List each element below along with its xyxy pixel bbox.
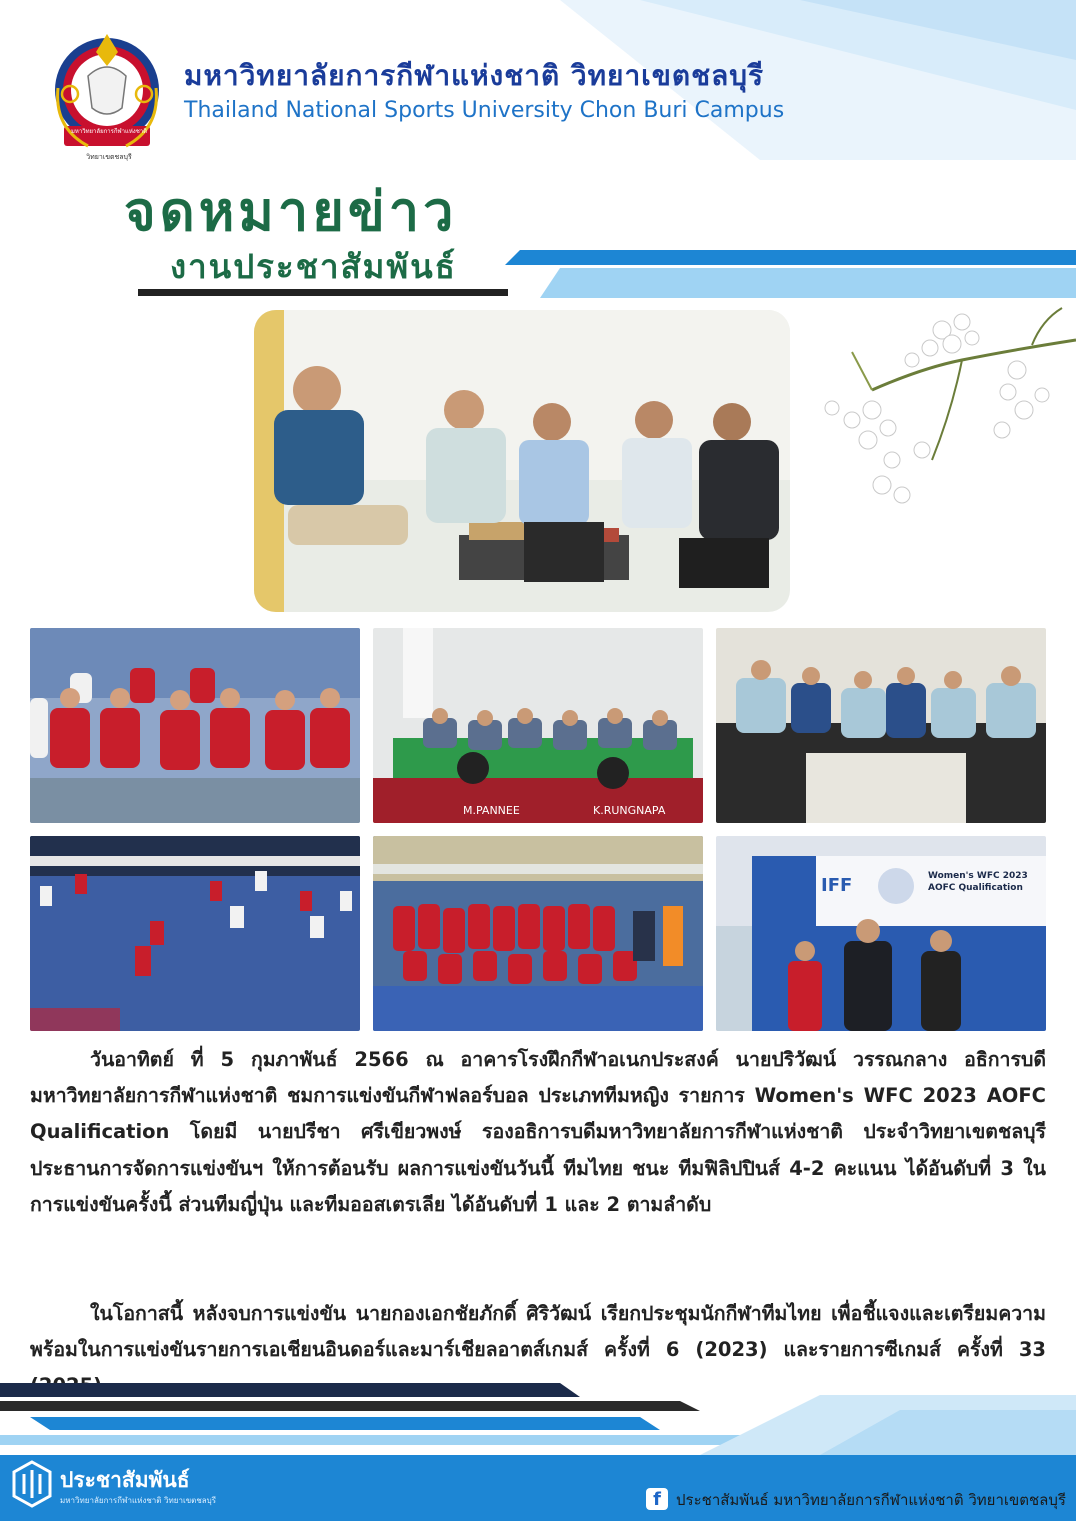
university-name-thai: มหาวิทยาลัยการกีฬาแห่งชาติ วิทยาเขตชลบุรี [184, 59, 765, 92]
university-name-english: Thailand National Sports University Chon Buri Campus [184, 98, 785, 123]
banner-title: Women's WFC 2023 [928, 871, 1028, 881]
newsletter-subtitle: งานประชาสัมพันธ์ [170, 247, 457, 286]
iff-logo-text: IFF [821, 875, 853, 896]
photo-team-seated [30, 628, 360, 823]
facebook-page-link[interactable]: ประชาสัมพันธ์ มหาวิทยาลัยการกีฬาแห่งชาติ วิทยาเขตชลบุรี [676, 1491, 1066, 1509]
university-logo [48, 28, 166, 162]
logo-campus-label: วิทยาเขตชลบุรี [86, 153, 132, 161]
bottom-stripes-decoration [0, 1375, 1076, 1460]
main-photo-executives [254, 310, 790, 612]
jersey-name-2: K.RUNGNAPA [593, 804, 666, 817]
newsletter-title: จดหมายข่าว [124, 180, 458, 243]
footer-brand-sub: มหาวิทยาลัยการกีฬาแห่งชาติ วิทยาเขตชลบุรี [60, 1496, 217, 1505]
footer-brand: ประชาสัมพันธ์ [60, 1468, 190, 1492]
jersey-name-1: M.PANNEE [463, 804, 520, 817]
article-paragraph-1: วันอาทิตย์ ที่ 5 กุมภาพันธ์ 2566 ณ อาคารโรงฝึกกีฬาอเนกประสงค์ นายปริวัฒน์ วรรณกลาง อธิการบดีมหาวิทยาลัยการกีฬาแห่งชาติ ชมการแข่งขันกีฬาฟลอร์บอล ประเภททีมหญิง รายการ Women's WFC 2023 AOFC Qualification โดยมี นายปรีชา ศรีเขียวพงษ์ รองอธิการบดีมหาวิทยาลัยการกีฬาแห่งชาติ ประจำวิทยาเขตชลบุรี ประธานการจัดการแข่งขันฯ ให้การต้อนรับ ผลการแข่งขันวันนี้ ทีมไทย ชนะ ทีมฟิลิปปินส์ 4-2 คะแนน ได้อันดับที่ 3 ในการแข่งขันครั้งนี้ ส่วนทีมญี่ปุ่น และทีมออสเตรเลีย ได้อันดับที่ 1 และ 2 ตามลำดับ [30, 1048, 1046, 1216]
photo-award-backdrop [716, 836, 1046, 1031]
facebook-icon[interactable]: f [646, 1488, 668, 1510]
title-underline [138, 289, 508, 296]
photo-team-group [373, 836, 703, 1031]
banner-subtitle: AOFC Qualification [928, 883, 1023, 893]
logo-label: มหาวิทยาลัยการกีฬาแห่งชาติ [70, 128, 148, 135]
photo-meeting-green-table [373, 628, 703, 823]
article-paragraph-2: ในโอกาสนี้ หลังจบการแข่งขัน นายกองเอกชัยภักดิ์ ศิริวัฒน์ เรียกประชุมนักกีฬาทีมไทย เพื่อชี้แจงและเตรียมความพร้อมในการแข่งขันรายการเอเชียนอินดอร์และมาร์เชียลอาตส์เกมส์ ครั้งที่ 6 (2023) และรายการซีเกมส์ ครั้งที่ 33 [30, 1302, 1046, 1362]
photo-match-action [30, 836, 360, 1031]
pr-logo-icon [10, 1458, 54, 1510]
photo-vip-lounge [716, 628, 1046, 823]
flower-branch-decoration [812, 300, 1076, 515]
